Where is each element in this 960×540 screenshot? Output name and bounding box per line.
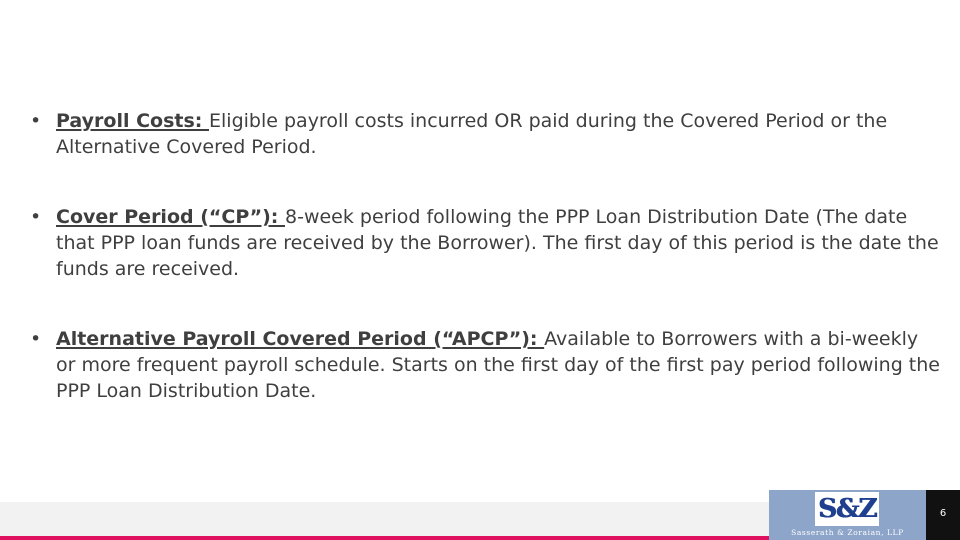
bullet-term: Cover Period (“CP”): — [56, 206, 285, 228]
bullet-cover-period — [30, 204, 940, 282]
logo-mark: S&Z — [815, 492, 879, 526]
bullet-payroll-costs — [30, 108, 940, 160]
firm-logo — [769, 490, 926, 540]
bullet-dot: • — [30, 206, 42, 228]
bullet-text: Available to Borrowers with a bi-weekly or more frequent payroll schedule. Starts on the first day of the first pay period following the PPP Loan Distribution Date. — [56, 328, 940, 402]
bullet-dot: • — [30, 110, 42, 132]
bullet-text: Eligible payroll costs incurred OR paid during the Covered Period or the Alternative Covered Period. — [56, 110, 888, 158]
bullet-term: Alternative Payroll Covered Period (“APCP”): — [56, 328, 545, 350]
bullet-text: 8-week period following the PPP Loan Distribution Date (The date that PPP loan funds are received by the Borrower). The first day of this period is the date the funds are received. — [56, 206, 939, 280]
bullet-list — [30, 108, 940, 404]
bullet-alternative-period — [30, 326, 940, 404]
page-number: 6 — [939, 508, 947, 519]
bullet-dot: • — [30, 328, 42, 350]
page-number-box — [926, 490, 960, 540]
bullet-term: Payroll Costs: — [56, 110, 210, 132]
firm-name: Sasserath & Zoraian, LLP — [791, 528, 904, 537]
